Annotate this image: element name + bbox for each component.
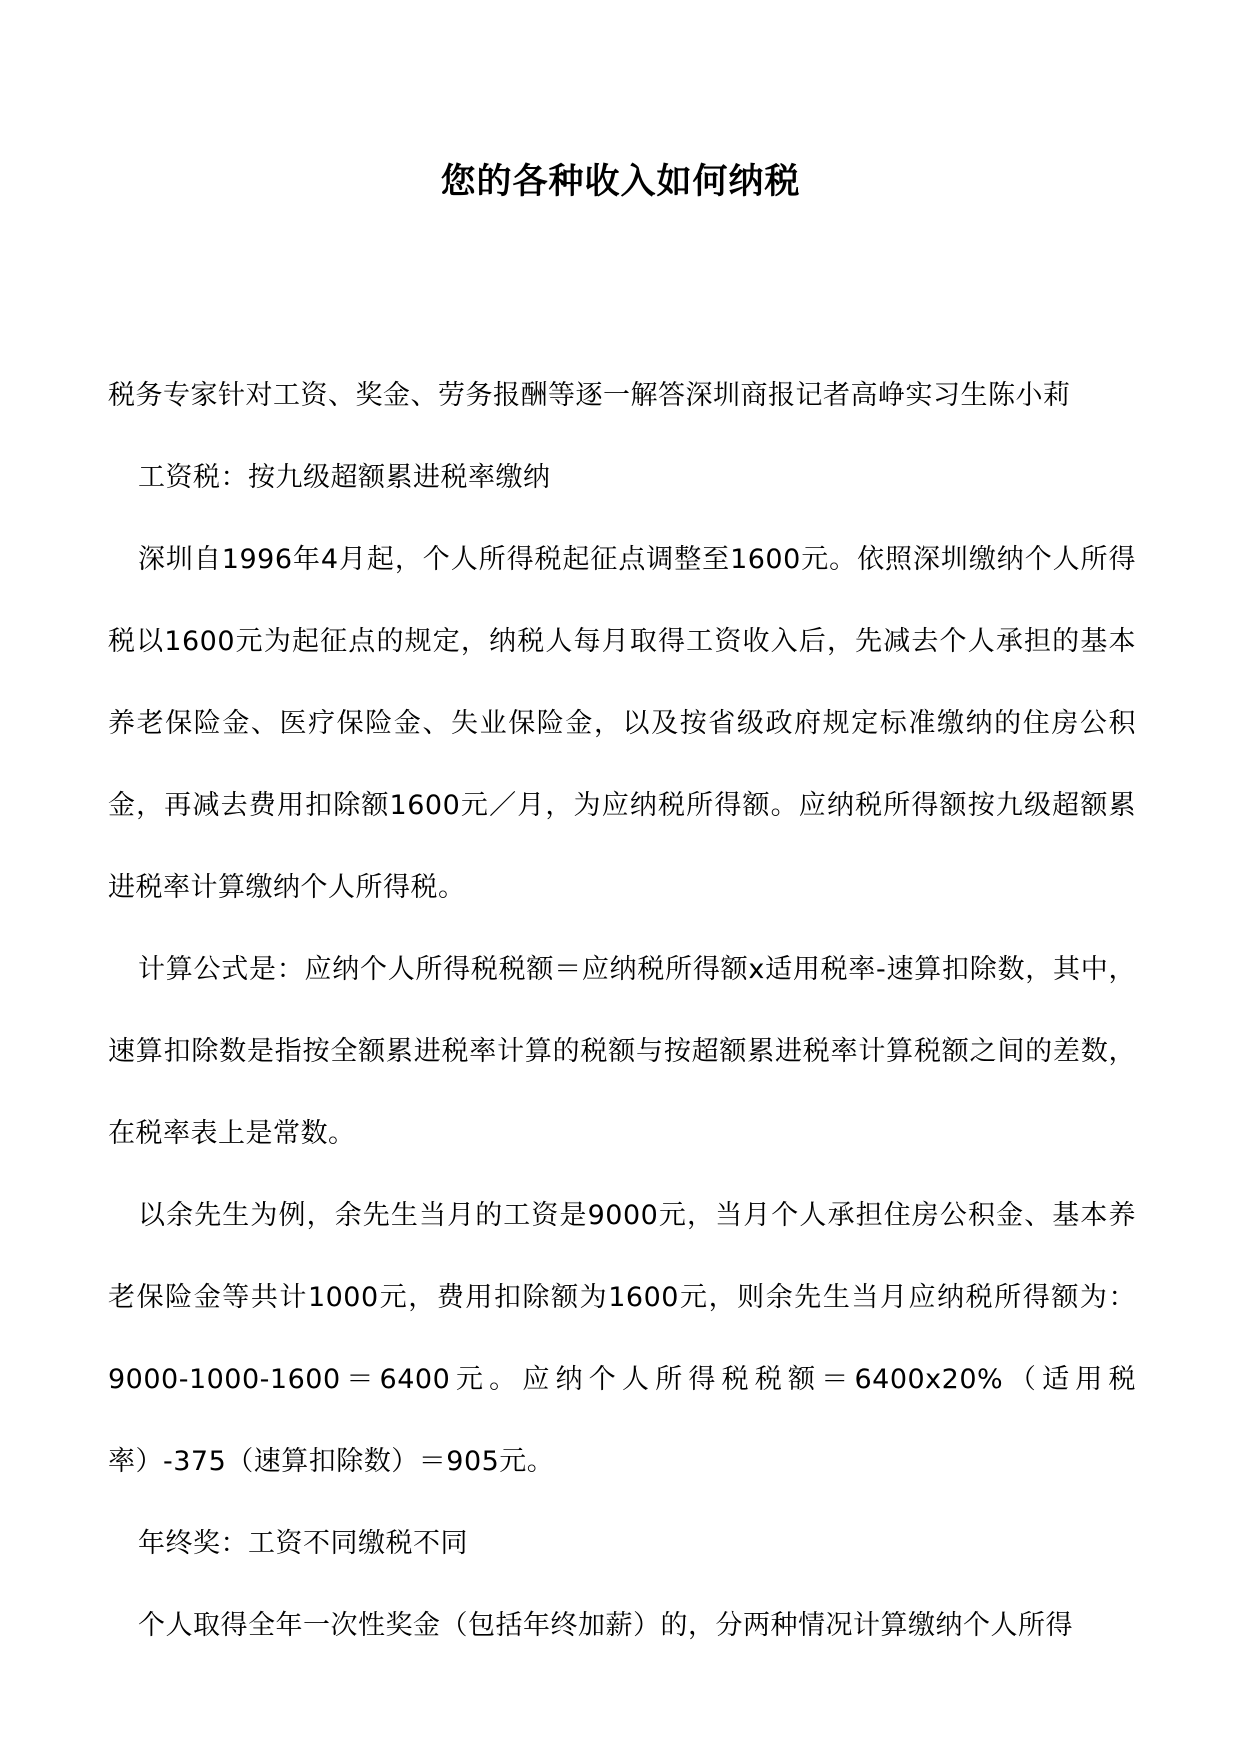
document-title: 您的各种收入如何纳税 <box>440 162 801 202</box>
paragraph-example: 以余先生为例，余先生当月的工资是9000元，当月个人承担住房公积金、基本养老保险金等共计1000元，费用扣除额为1600元，则余先生当月应纳税所得额为：9000-1000-1600＝6400元。应纳个人所得税税额＝6400x20%（适用税率）-375（速算扣除数）＝905元。 <box>108 1200 1136 1477</box>
paragraph-byline: 税务专家针对工资、奖金、劳务报酬等逐一解答深圳商报记者高峥实习生陈小莉 <box>108 380 1071 411</box>
paragraph-threshold: 深圳自1996年4月起，个人所得税起征点调整至1600元。依照深圳缴纳个人所得税以1600元为起征点的规定，纳税人每月取得工资收入后，先减去个人承担的基本养老保险金、医疗保险金、失业保险金，以及按省级政府规定标准缴纳的住房公积金，再减去费用扣除额1600元／月，为应纳税所得额。应纳税所得额按九级超额累进税率计算缴纳个人所得税。 <box>108 544 1136 903</box>
document-body <box>108 355 1136 1667</box>
section-heading-salary-tax: 工资税：按九级超额累进税率缴纳 <box>138 462 551 493</box>
paragraph-bonus: 个人取得全年一次性奖金（包括年终加薪）的，分两种情况计算缴纳个人所得 <box>138 1610 1073 1641</box>
paragraph-formula: 计算公式是：应纳个人所得税税额＝应纳税所得额x适用税率-速算扣除数，其中，速算扣除数是指按全额累进税率计算的税额与按超额累进税率计算税额之间的差数，在税率表上是常数。 <box>108 954 1136 1149</box>
section-heading-year-end-bonus: 年终奖：工资不同缴税不同 <box>138 1528 468 1559</box>
